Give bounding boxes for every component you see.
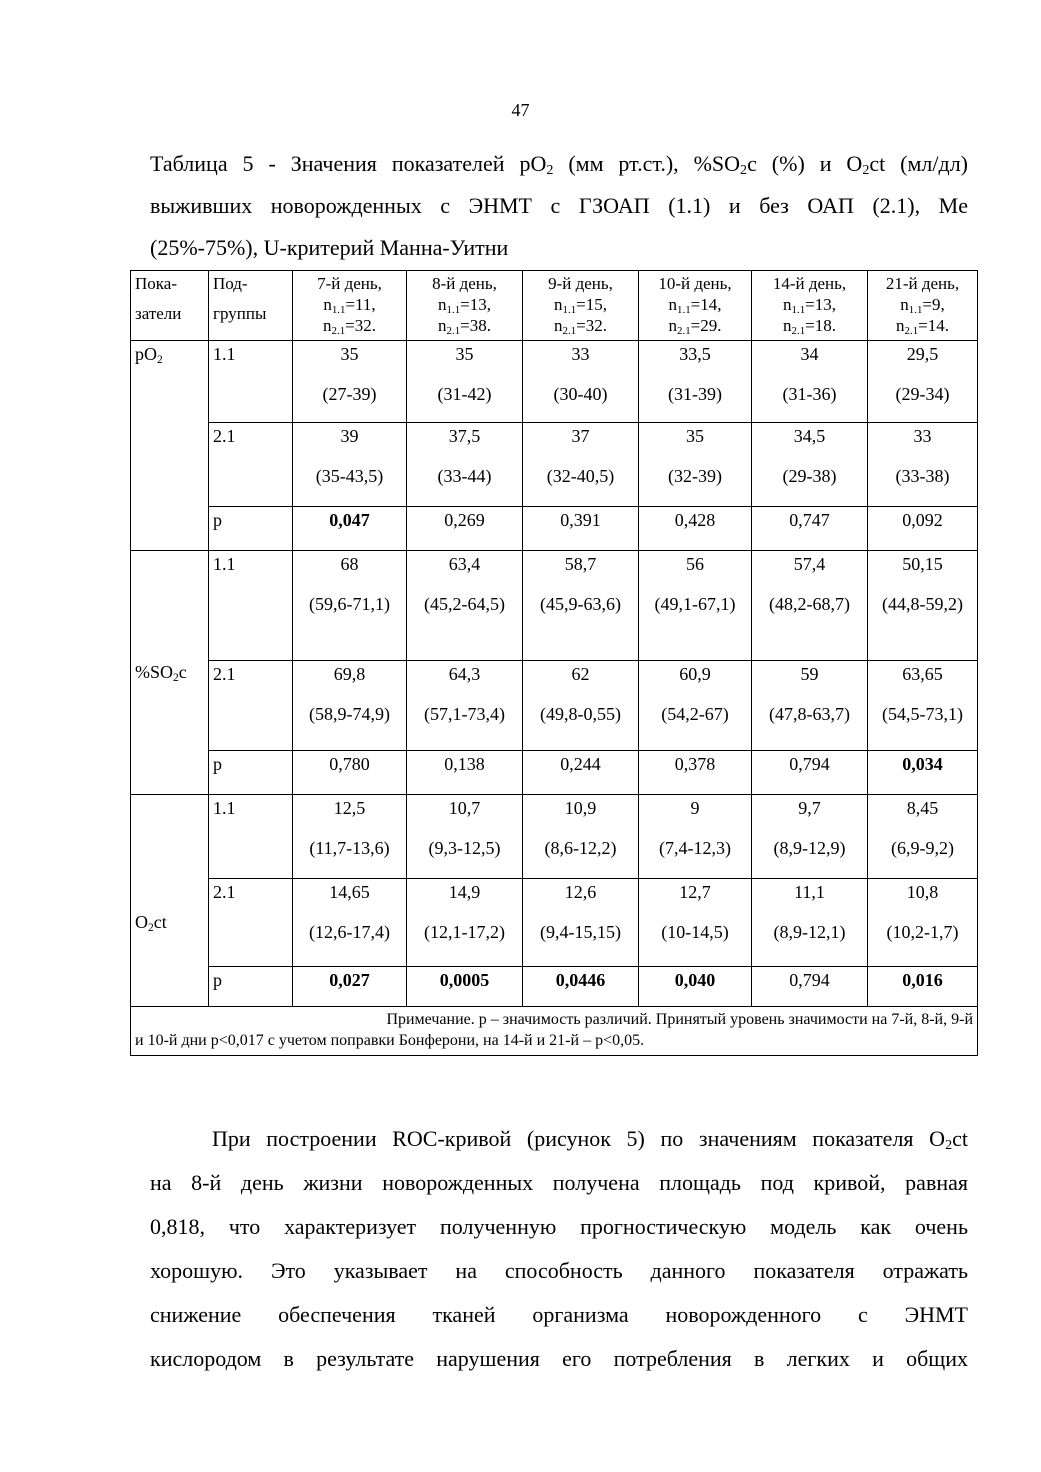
iqr-value: (30-40) [553, 384, 608, 404]
table-cell [407, 341, 523, 423]
n-group-1 [527, 294, 634, 315]
table-cell [752, 423, 868, 507]
day-label: 14-й день, [772, 274, 847, 293]
n-value: =38. [460, 316, 491, 335]
subscript: 2 [740, 162, 748, 178]
indicator-text: O [135, 911, 148, 932]
n-group-1 [411, 294, 518, 315]
table-cell [752, 879, 868, 967]
median-value: 8,45 [906, 798, 939, 818]
table-cell [868, 423, 978, 507]
subgroup-label: 1.1 [209, 795, 293, 879]
n-value: =11, [345, 295, 376, 314]
n-letter: n [554, 295, 563, 314]
table-cell [293, 423, 407, 507]
table-caption [150, 143, 968, 269]
caption-text: Таблица 5 - Значения показателей pO [150, 151, 547, 176]
p-value: 0,794 [752, 751, 868, 795]
subgroup-label: 1.1 [209, 341, 293, 423]
subscript: 1.1 [562, 304, 577, 316]
median-value: 14,9 [448, 882, 481, 902]
table-note-row [131, 1007, 978, 1056]
table-cell [293, 879, 407, 967]
n-value: =32. [345, 316, 376, 335]
indicator-text: %SO [135, 661, 174, 682]
table-cell [639, 795, 752, 879]
iqr-value: (48,2-68,7) [769, 594, 850, 614]
median-value: 29,5 [906, 344, 939, 364]
iqr-value: (31-36) [782, 384, 837, 404]
n-letter: n [896, 316, 905, 335]
subscript: 2 [862, 162, 870, 178]
median-value: 14,65 [329, 882, 370, 902]
p-value: 0,016 [868, 967, 978, 1007]
n-value: =32. [576, 316, 607, 335]
n-value: =14. [918, 316, 949, 335]
median-value: 57,4 [793, 554, 826, 574]
p-value: 0,138 [407, 751, 523, 795]
table-cell [752, 661, 868, 751]
table-row [131, 551, 978, 661]
table-cell [639, 423, 752, 507]
median-value: 35 [455, 344, 474, 364]
subscript: 2.1 [562, 325, 577, 337]
table-row [131, 967, 978, 1007]
header-day [752, 271, 868, 341]
caption-line-1 [150, 143, 968, 185]
subgroup-label: 1.1 [209, 551, 293, 661]
iqr-value: (11,7-13,6) [309, 838, 390, 858]
median-value: 34,5 [793, 426, 826, 446]
header-day [639, 271, 752, 341]
median-value: 59 [800, 664, 819, 684]
n-letter: n [554, 316, 563, 335]
results-table [130, 270, 978, 1056]
n-group-2 [643, 315, 747, 336]
p-value: 0,378 [639, 751, 752, 795]
table-cell [868, 795, 978, 879]
iqr-value: (35-43,5) [315, 466, 384, 486]
subscript: 1.1 [791, 304, 806, 316]
header-subgroup-line: Под- [213, 274, 248, 293]
iqr-value: (45,2-64,5) [424, 594, 505, 614]
table-cell [407, 423, 523, 507]
paragraph-line-5: снижение обеспечения тканей организма новорожденного с ЭНМТ [150, 1302, 968, 1327]
subgroup-label: 2.1 [209, 661, 293, 751]
subscript: 1.1 [446, 304, 461, 316]
median-value: 12,5 [333, 798, 366, 818]
p-label: p [209, 507, 293, 551]
subscript: 2.1 [791, 325, 806, 337]
median-value: 62 [571, 664, 590, 684]
table-row [131, 661, 978, 751]
n-letter: n [323, 316, 332, 335]
p-value: 0,092 [868, 507, 978, 551]
iqr-value: (49,1-67,1) [654, 594, 736, 614]
subscript: 1.1 [331, 304, 346, 316]
iqr-value: (49,8-0,55) [540, 704, 621, 724]
table-cell [868, 661, 978, 751]
median-value: 63,65 [902, 664, 943, 684]
median-value: 60,9 [679, 664, 711, 684]
caption-text: (мм рт.ст.), %SO [553, 151, 741, 176]
table-row [131, 795, 978, 879]
header-day [407, 271, 523, 341]
n-letter: n [783, 316, 792, 335]
iqr-value: (59,6-71,1) [309, 594, 390, 614]
iqr-value: (45,9-63,6) [540, 594, 621, 614]
table-cell [407, 879, 523, 967]
median-value: 10,7 [448, 798, 481, 818]
caption-text: ct (мл/дл) [869, 151, 969, 176]
subscript: 2 [148, 921, 154, 934]
caption-text: c (%) и O [747, 151, 863, 176]
p-value: 0,244 [523, 751, 639, 795]
median-value: 64,3 [448, 664, 481, 684]
iqr-value: (32-40,5) [546, 466, 615, 486]
table-row [131, 751, 978, 795]
paragraph-line-2: на 8-й день жизни новорожденных получена площадь под кривой, равная [150, 1170, 968, 1195]
median-value: 39 [340, 426, 359, 446]
median-value: 37 [571, 426, 590, 446]
table-row [131, 341, 978, 423]
header-day [293, 271, 407, 341]
iqr-value: (9,3-12,5) [428, 838, 501, 858]
table-cell [752, 795, 868, 879]
day-label: 9-й день, [548, 274, 613, 293]
subscript: 1.1 [677, 304, 691, 316]
iqr-value: (8,6-12,2) [544, 838, 617, 858]
n-letter: n [668, 316, 678, 335]
iqr-value: (8,9-12,1) [773, 922, 846, 942]
iqr-value: (33-44) [437, 466, 492, 486]
table-cell [639, 341, 752, 423]
p-value: 0,780 [293, 751, 407, 795]
note-line: и 10-й дни p<0,017 с учетом поправки Бонферони, на 14-й и 21-й – p<0,05. [135, 1032, 645, 1049]
table-header-row [131, 271, 978, 341]
n-letter: n [438, 316, 447, 335]
iqr-value: (12,1-17,2) [424, 922, 505, 942]
indicator-name [131, 341, 209, 551]
paragraph-line-4: хорошую. Это указывает на способность данного показателя отражать [150, 1258, 968, 1283]
iqr-value: (44,8-59,2) [882, 594, 963, 614]
table-cell [293, 551, 407, 661]
iqr-value: (29-38) [782, 466, 837, 486]
n-letter: n [323, 295, 332, 314]
page-number: 47 [511, 100, 530, 120]
header-indicator-line: Пока- [135, 274, 177, 293]
table-cell [752, 341, 868, 423]
p-value: 0,391 [523, 507, 639, 551]
subscript: 2.1 [904, 325, 919, 337]
day-label: 10-й день, [658, 274, 732, 293]
day-label: 7-й день, [317, 274, 382, 293]
indicator-label [135, 911, 204, 933]
median-value: 12,7 [679, 882, 711, 902]
table-note [131, 1007, 978, 1056]
day-label: 21-й день, [885, 274, 960, 293]
table-cell [293, 795, 407, 879]
day-label: 8-й день, [432, 274, 497, 293]
header-subgroup [209, 271, 293, 341]
p-value: 0,034 [868, 751, 978, 795]
iqr-value: (9,4-15,15) [540, 922, 621, 942]
indicator-label [135, 344, 163, 364]
subscript: 1.1 [908, 304, 923, 316]
header-indicator-line: затели [135, 304, 182, 323]
n-group-2 [297, 315, 402, 336]
iqr-value: (7,4-12,3) [659, 838, 731, 858]
paragraph-line-3: 0,818, что характеризует полученную прогностическую модель как очень [150, 1214, 968, 1239]
table-cell [752, 551, 868, 661]
indicator-text: ct [153, 911, 167, 932]
iqr-value: (33-38) [895, 466, 950, 486]
note-line: Примечание. p – значимость различий. Принятый уровень значимости на 7-й, 8-й, 9-й [386, 1011, 973, 1028]
table-cell [523, 341, 639, 423]
p-label: p [209, 751, 293, 795]
iqr-value: (31-39) [668, 384, 722, 404]
p-value: 0,027 [293, 967, 407, 1007]
table-cell [868, 879, 978, 967]
n-value: =14, [690, 295, 722, 314]
paragraph-line-1 [150, 1117, 968, 1161]
median-value: 63,4 [448, 554, 481, 574]
p-value: 0,0446 [523, 967, 639, 1007]
table-cell [407, 551, 523, 661]
iqr-value: (54,2-67) [661, 704, 729, 724]
subscript: 2 [945, 1137, 953, 1153]
n-value: =13, [805, 295, 836, 314]
table-cell [523, 795, 639, 879]
indicator-name [131, 551, 209, 795]
iqr-value: (47,8-63,7) [769, 704, 850, 724]
paragraph-line-6: кислородом в результате нарушения его потребления в легких и общих [150, 1346, 968, 1371]
table-row [131, 879, 978, 967]
n-group-1 [872, 294, 973, 315]
n-group-2 [527, 315, 634, 336]
subscript: 2 [157, 354, 163, 366]
table-cell [523, 423, 639, 507]
header-indicator [131, 271, 209, 341]
n-group-1 [643, 294, 747, 315]
median-value: 9 [690, 798, 700, 818]
table-cell [868, 341, 978, 423]
n-letter: n [438, 295, 447, 314]
header-subgroup-line: группы [213, 304, 267, 323]
n-value: =13, [460, 295, 491, 314]
subgroup-label: 2.1 [209, 879, 293, 967]
p-value: 0,047 [293, 507, 407, 551]
median-value: 10,8 [906, 882, 939, 902]
iqr-value: (31-42) [437, 384, 492, 404]
table-cell [293, 341, 407, 423]
n-value: =29. [690, 316, 722, 335]
indicator-text: pO [135, 344, 157, 364]
indicator-name [131, 795, 209, 1007]
table-cell [523, 879, 639, 967]
n-group-2 [756, 315, 863, 336]
subscript: 2.1 [446, 325, 461, 337]
iqr-value: (29-34) [895, 384, 950, 404]
p-value: 0,040 [639, 967, 752, 1007]
caption-line-3: (25%-75%), U-критерий Манна-Уитни [150, 235, 509, 260]
median-value: 58,7 [564, 554, 597, 574]
subscript: 2 [173, 671, 179, 684]
median-value: 68 [340, 554, 359, 574]
n-group-2 [872, 315, 973, 336]
table-cell [639, 879, 752, 967]
n-group-2 [411, 315, 518, 336]
iqr-value: (57,1-73,4) [424, 704, 505, 724]
table-cell [639, 551, 752, 661]
iqr-value: (12,6-17,4) [309, 922, 390, 942]
iqr-value: (58,9-74,9) [309, 704, 390, 724]
caption-line-2: выживших новорожденных с ЭНМТ с ГЗОАП (1.1) и без ОАП (2.1), Me [150, 193, 968, 218]
table-cell [293, 661, 407, 751]
iqr-value: (54,5-73,1) [882, 704, 963, 724]
table-row [131, 507, 978, 551]
p-value: 0,0005 [407, 967, 523, 1007]
iqr-value: (10-14,5) [661, 922, 729, 942]
table-cell [523, 661, 639, 751]
header-day [523, 271, 639, 341]
n-letter: n [783, 295, 792, 314]
table-cell [639, 661, 752, 751]
p-value: 0,428 [639, 507, 752, 551]
subgroup-label: 2.1 [209, 423, 293, 507]
n-value: =15, [576, 295, 607, 314]
table-cell [407, 795, 523, 879]
table-cell [868, 551, 978, 661]
median-value: 33 [913, 426, 932, 446]
n-letter: n [900, 295, 909, 314]
table-cell [523, 551, 639, 661]
p-value: 0,794 [752, 967, 868, 1007]
median-value: 12,6 [564, 882, 597, 902]
iqr-value: (32-39) [668, 466, 722, 486]
subscript: 2.1 [677, 325, 691, 337]
subscript: 2 [546, 162, 554, 178]
header-day [868, 271, 978, 341]
iqr-value: (8,9-12,9) [773, 838, 846, 858]
iqr-value: (10,2-1,7) [886, 922, 959, 942]
p-value: 0,747 [752, 507, 868, 551]
paragraph-text: ct [952, 1126, 968, 1151]
iqr-value: (6,9-9,2) [891, 838, 954, 858]
n-value: =18. [805, 316, 836, 335]
n-group-1 [756, 294, 863, 315]
median-value: 34 [800, 344, 819, 364]
p-label: p [209, 967, 293, 1007]
median-value: 33,5 [679, 344, 711, 364]
median-value: 50,15 [902, 554, 943, 574]
median-value: 37,5 [448, 426, 481, 446]
body-paragraph [150, 1117, 968, 1381]
median-value: 33 [571, 344, 590, 364]
median-value: 35 [686, 426, 704, 446]
subscript: 2.1 [331, 325, 346, 337]
iqr-value: (27-39) [322, 384, 377, 404]
table-cell [407, 661, 523, 751]
n-letter: n [668, 295, 678, 314]
median-value: 35 [340, 344, 359, 364]
indicator-text: c [178, 661, 187, 682]
n-group-1 [297, 294, 402, 315]
median-value: 11,1 [794, 882, 825, 902]
table-row [131, 423, 978, 507]
median-value: 69,8 [333, 664, 366, 684]
paragraph-text: При построении ROC-кривой (рисунок 5) по значениям показателя O [212, 1126, 946, 1151]
indicator-label [135, 662, 187, 682]
p-value: 0,269 [407, 507, 523, 551]
median-value: 10,9 [564, 798, 597, 818]
median-value: 56 [686, 554, 704, 574]
median-value: 9,7 [798, 798, 821, 818]
n-value: =9, [922, 295, 945, 314]
